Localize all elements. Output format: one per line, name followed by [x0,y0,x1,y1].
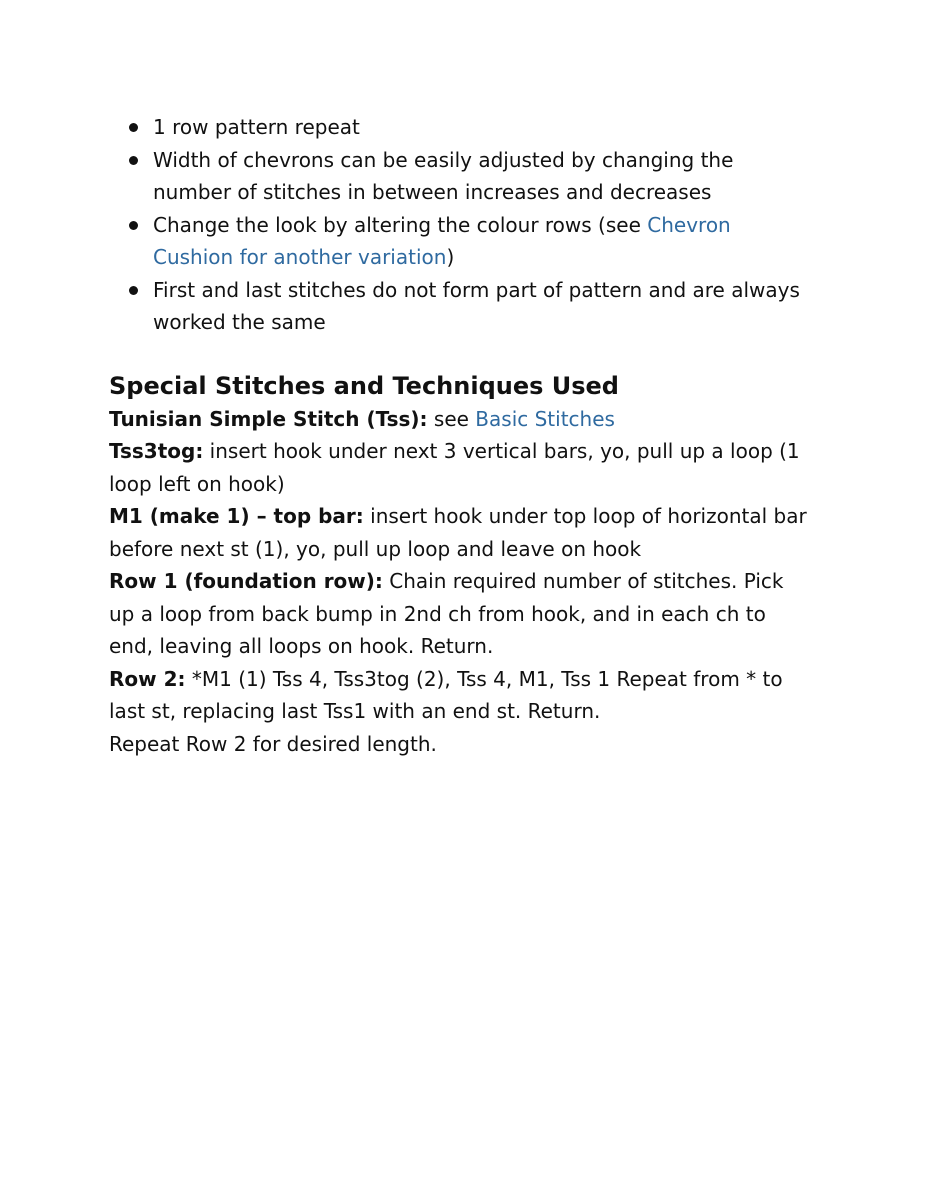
m1-label: M1 (make 1) – top bar: [109,504,364,528]
m1-text: insert hook under top loop of horizontal bar before next st (1), yo, pull up loop and leave on hook [109,504,807,561]
row2-instruction [109,663,814,728]
tss-text: see [427,406,476,431]
tss3tog-text: insert hook under next 3 vertical bars, yo, pull up a loop (1 loop left on hook) [109,439,800,496]
repeat-instruction: Repeat Row 2 for desired length. [109,731,437,756]
tss3tog-label: Tss3tog: [109,439,204,463]
row1-label: Row 1 (foundation row): [109,569,383,593]
list-item [109,274,814,339]
tss-label: Tunisian Simple Stitch (Tss): [109,406,428,431]
list-item [109,144,814,209]
list-item-text-after: ) [446,245,455,269]
list-item-text-before: Change the look by altering the colour rows (see [153,212,648,237]
chevron-cushion-link[interactable]: Chevron Cushion for another variation [153,212,731,269]
row2-label: Row 2: [109,666,186,691]
basic-stitches-link[interactable]: Basic Stitches [475,406,615,431]
list-item-text: 1 row pattern repeat [153,115,360,139]
bullet-icon [129,221,138,230]
list-item [109,111,814,144]
m1-definition [109,500,814,565]
section-heading: Special Stitches and Techniques Used [109,371,619,400]
bullet-icon [129,286,138,295]
row1-instruction [109,565,814,663]
bullet-icon [129,123,138,132]
list-item-text: First and last stitches do not form part of pattern and are always worked the same [153,277,800,334]
tss3tog-definition [109,435,814,500]
row1-text: Chain required number of stitches. Pick up a loop from back bump in 2nd ch from hook, and in each ch to end, leaving all loops on hook. Return. [109,569,784,658]
row2-text: *M1 (1) Tss 4, Tss3tog (2), Tss 4, M1, Tss 1 Repeat from * to last st, replacing last Tss1 with an end st. Return. [109,666,783,723]
bullet-icon [129,156,138,165]
feature-list [109,111,814,339]
list-item [109,209,814,274]
document-page [109,111,814,760]
tss-definition [109,403,814,436]
list-item-text: Width of chevrons can be easily adjusted by changing the number of stitches in between increases and decreases [153,147,734,204]
